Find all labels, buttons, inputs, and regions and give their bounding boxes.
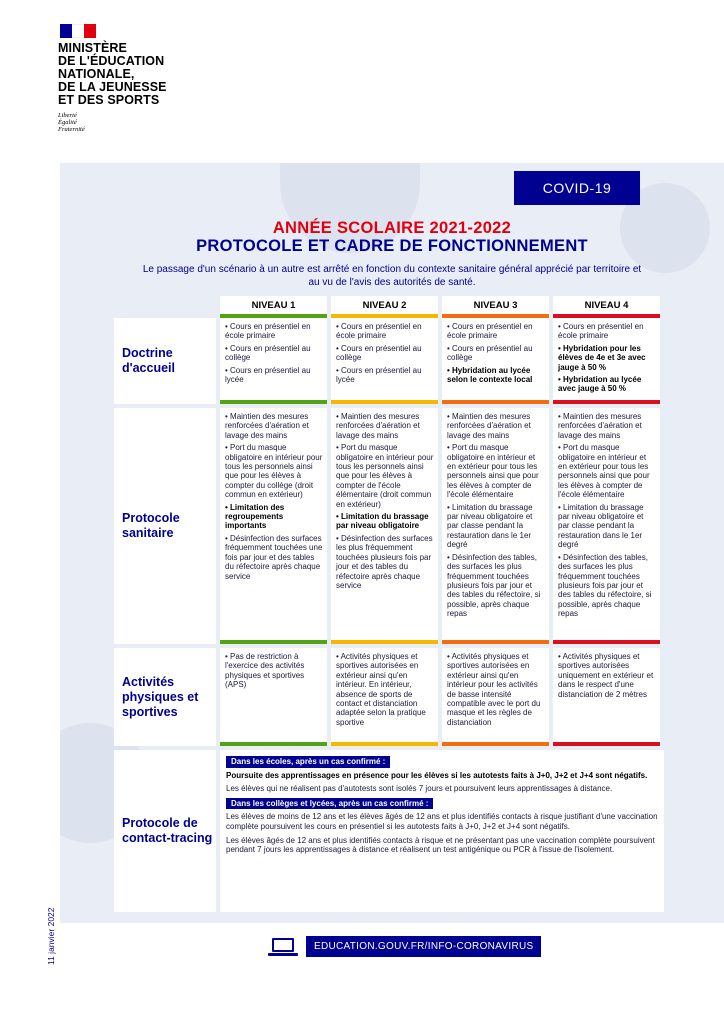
page-title: ANNÉE SCOLAIRE 2021-2022	[272, 219, 512, 237]
publication-date: 11 janvier 2022	[46, 907, 56, 965]
level-label: NIVEAU 3	[473, 299, 518, 311]
ministry-name	[58, 42, 218, 107]
cell-item: • Désinfection des surfaces fréquemment touchées une fois par jour et des tables du réfectoire après chaque service	[225, 533, 323, 581]
cell-item: • Hybridation pour les élèves de 4e et 3e avec jauge à 50 %	[558, 343, 646, 372]
level-color-bar	[220, 742, 327, 746]
page-subtitle: PROTOCOLE ET CADRE DE FONCTIONNEMENT	[196, 237, 588, 255]
cell-doctrine-level-1	[220, 318, 327, 404]
cell-item: • Limitation des regroupements importants	[225, 502, 285, 531]
cell-item: • Maintien des mesures renforcées d'aération et lavage des mains	[336, 412, 420, 440]
level-color-bar	[553, 400, 660, 404]
cell-item: • Activités physiques et sportives autorisées en extérieur ainsi qu'en intérieur pour les activités de basse intensité compatible avec le port du masque et les règles de distanciation	[447, 652, 541, 727]
level-color-bar	[331, 400, 438, 404]
level-color-bar	[442, 400, 549, 404]
cell-item: • Désinfection des surfaces les plus fréquemment touchées plusieurs fois par jour et des tables du réfectoire après chaque service	[336, 533, 433, 590]
cell-item: • Cours en présentiel au lycée	[336, 365, 422, 385]
row-activites	[114, 648, 664, 746]
tracing-text: Les élèves de moins de 12 ans et les élèves âgés de 12 ans et plus identifiés contacts à risque justifiant d'une vaccination complète poursuivent les cours en présentiel si les autotests faits à J+0, J+2 et J+4 sont négatifs.	[226, 812, 658, 831]
cell-activites-level-4	[553, 648, 660, 746]
tracing-text: Les élèves qui ne réalisent pas d'autotests sont isolés 7 jours et poursuivent leurs apprentissages à distance.	[226, 784, 613, 794]
cell-item: • Cours en présentiel en école primaire	[225, 322, 311, 341]
cell-sanitaire-level-3	[442, 408, 549, 644]
covid-badge: COVID-19	[514, 171, 640, 205]
ministry-line: DE L'ÉDUCATION	[58, 54, 165, 68]
row-label: Activités physiques et sportives	[114, 648, 216, 746]
cell-item: • Port du masque obligatoire en intérieur et en extérieur pour tous les personnels ainsi que pour les élèves à compter de l'école élémentaire	[447, 443, 539, 500]
cell-item: • Hybridation au lycée avec jauge à 50 %	[558, 375, 642, 394]
cell-item: • Cours en présentiel au lycée	[225, 365, 311, 385]
level-color-bar	[331, 742, 438, 746]
cell-item: • Cours en présentiel au collège	[225, 343, 311, 363]
cell-sanitaire-level-1	[220, 408, 327, 644]
info-coronavirus-link[interactable]: EDUCATION.GOUV.FR/INFO-CORONAVIRUS	[306, 936, 541, 957]
level-color-bar	[553, 640, 660, 644]
row-label: Protocole de contact-tracing	[114, 750, 216, 912]
cell-item: • Port du masque obligatoire en intérieur et en extérieur pour tous les personnels ainsi que pour les élèves à compter de l'école élémentaire	[558, 443, 650, 500]
cell-item: • Cours en présentiel au collège	[447, 343, 533, 363]
ministry-logo	[58, 24, 218, 133]
cell-item: • Port du masque obligatoire en intérieur pour tous les personnels ainsi que pour les élèves à compter de l'école élémentaire (droit commun en extérieur)	[336, 443, 434, 509]
level-header-3	[442, 296, 549, 314]
cell-item: • Désinfection des tables, des surfaces les plus fréquemment touchées plusieurs fois par jour et des tables du réfectoire, si possible, après chaque repas	[447, 552, 541, 619]
ministry-line: ET DES SPORTS	[58, 93, 160, 107]
level-label: NIVEAU 1	[251, 299, 296, 311]
motto-line: Égalité	[58, 119, 77, 126]
level-color-bar	[442, 640, 549, 644]
ministry-line: DE LA JEUNESSE	[58, 80, 167, 94]
colleges-tag: Dans les collèges et lycées, après un cas confirmé :	[226, 798, 433, 810]
cell-activites-level-1	[220, 648, 327, 746]
laptop-icon	[268, 936, 298, 956]
cell-item: • Cours en présentiel en école primaire	[447, 322, 533, 341]
level-color-bar	[220, 400, 327, 404]
marianne-flag-icon	[60, 24, 96, 38]
cell-item: • Maintien des mesures renforcées d'aération et lavage des mains	[558, 412, 642, 440]
level-header-1	[220, 296, 327, 314]
row-sanitaire	[114, 408, 664, 644]
cell-doctrine-level-4	[553, 318, 660, 404]
cell-item: • Activités physiques et sportives autorisées en extérieur ainsi qu'en intérieur. En intérieur, absence de sports de contact et distanciation adaptée selon la pratique sportive	[336, 652, 426, 727]
cell-item: • Limitation du brassage par niveau obligatoire	[336, 512, 429, 531]
row-contact-tracing	[114, 750, 664, 912]
level-label: NIVEAU 2	[362, 299, 407, 311]
cell-sanitaire-level-2	[331, 408, 438, 644]
footer-link[interactable]	[268, 935, 541, 957]
cell-item: • Activités physiques et sportives autorisées uniquement en extérieur et dans le respect d'une distanciation de 2 mètres	[558, 652, 654, 699]
cell-item: • Pas de restriction à l'exercice des activités physiques et sportives (APS)	[225, 652, 305, 690]
cell-item: • Hybridation au lycée selon le contexte local	[447, 365, 533, 385]
cell-item: • Maintien des mesures renforcées d'aération et lavage des mains	[225, 412, 309, 440]
cell-activites-level-2	[331, 648, 438, 746]
cell-sanitaire-level-4	[553, 408, 660, 644]
cell-item: • Cours en présentiel au collège	[336, 343, 422, 363]
motto-line: Fraternité	[58, 126, 85, 133]
cell-doctrine-level-2	[331, 318, 438, 404]
cell-doctrine-level-3	[442, 318, 549, 404]
level-color-bar	[442, 742, 549, 746]
contact-tracing-cell	[220, 750, 664, 912]
level-label: NIVEAU 4	[584, 299, 629, 311]
level-color-bar	[331, 640, 438, 644]
cell-item: • Cours en présentiel en école primaire	[558, 322, 644, 341]
intro-text: Le passage d'un scénario à un autre est arrêté en fonction du contexte sanitaire général apprécié par territoire et au vu de l'avis des autorités de santé.	[142, 264, 642, 288]
motto-line: Liberté	[58, 112, 77, 119]
level-header-4	[553, 296, 660, 314]
tracing-text: Poursuite des apprentissages en présence pour les élèves si les autotests faits à J+0, J+2 et J+4 sont négatifs.	[226, 770, 648, 780]
tracing-text: Les élèves âgés de 12 ans et plus identifiés contacts à risque et ne présentant pas une vaccination complète poursuivent pendant 7 jours les apprentissages à distance et réalisent un test antigénique ou PCR à l'issue de l'isolement.	[226, 835, 655, 855]
level-color-bar	[553, 742, 660, 746]
cell-item: • Limitation du brassage par niveau obligatoire et par classe pendant la restauration dans le 1er degré	[447, 502, 533, 550]
level-header-2	[331, 296, 438, 314]
ministry-line: NATIONALE,	[58, 67, 135, 81]
cell-item: • Port du masque obligatoire en intérieur pour tous les personnels ainsi que pour les élèves à compter du collège (droit commun en extérieur)	[225, 443, 323, 500]
cell-activites-level-3	[442, 648, 549, 746]
cell-item: • Maintien des mesures renforcées d'aération et lavage des mains	[447, 412, 531, 440]
ministry-line: MINISTÈRE	[58, 41, 127, 55]
level-color-bar	[220, 640, 327, 644]
row-doctrine	[114, 318, 664, 404]
row-label: Protocole sanitaire	[114, 408, 216, 644]
cell-item: • Limitation du brassage par niveau obligatoire et par classe pendant la restauration dans le 1er degré	[558, 502, 644, 550]
schools-tag: Dans les écoles, après un cas confirmé :	[226, 756, 390, 768]
republic-motto	[58, 112, 218, 133]
cell-item: • Cours en présentiel en école primaire	[336, 322, 422, 341]
row-label: Doctrine d'accueil	[114, 318, 216, 404]
cell-item: • Désinfection des tables, des surfaces les plus fréquemment touchées plusieurs fois par jour et des tables du réfectoire, si possible, après chaque repas	[558, 552, 652, 619]
